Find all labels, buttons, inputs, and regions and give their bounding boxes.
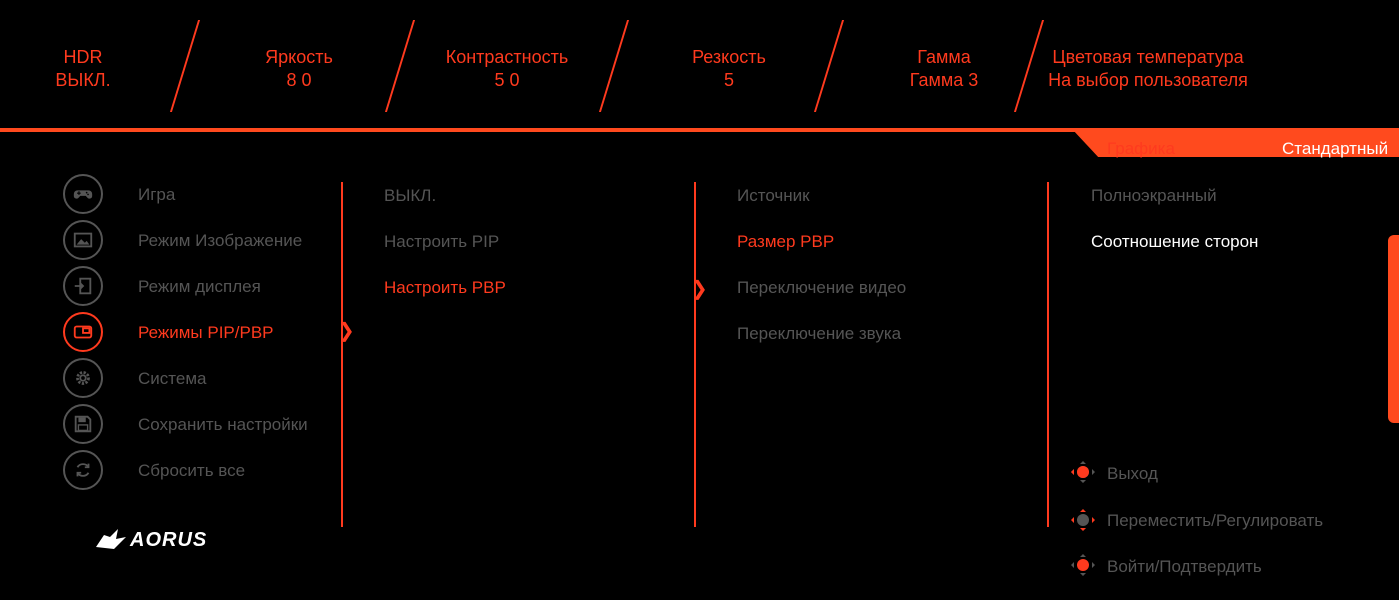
status-value: 8 0 — [286, 70, 312, 90]
option-source[interactable]: Источник — [737, 186, 810, 205]
gear-icon[interactable] — [63, 358, 103, 398]
chevron-right-icon: ❯ — [338, 320, 355, 342]
column-divider-2 — [694, 182, 696, 527]
status-value: 5 0 — [494, 70, 520, 90]
status-value: На выбор пользователя — [1048, 70, 1248, 90]
scrollbar[interactable] — [1388, 235, 1399, 423]
hint-exit: Выход — [1107, 464, 1158, 483]
status-value: Гамма 3 — [909, 70, 979, 90]
option-audio-switch[interactable]: Переключение звука — [737, 324, 902, 343]
status-value: ВЫКЛ. — [55, 70, 111, 90]
svg-text:AORUS: AORUS — [130, 529, 208, 551]
option-pip-setup[interactable]: Настроить PIP — [384, 232, 500, 251]
option-aspect-ratio[interactable]: Соотношение сторон — [1091, 232, 1259, 251]
joystick-exit-icon — [1070, 461, 1096, 483]
status-label: Контрастность — [445, 47, 569, 67]
brightness-status — [199, 46, 399, 92]
status-label: HDR — [63, 47, 103, 67]
picture-icon[interactable] — [63, 220, 103, 260]
menu-item-game[interactable]: Игра — [138, 185, 176, 204]
status-label: Яркость — [265, 47, 333, 67]
reset-icon[interactable] — [63, 450, 103, 490]
floppy-icon[interactable] — [63, 404, 103, 444]
option-pbp-setup[interactable]: Настроить PBP — [384, 278, 506, 297]
menu-item-reset-all[interactable]: Сбросить все — [138, 461, 246, 480]
chevron-right-icon: ❯ — [691, 278, 708, 300]
joystick-enter-icon — [1070, 554, 1096, 576]
display-input-icon[interactable] — [63, 266, 103, 306]
contrast-status — [407, 46, 607, 92]
gamepad-icon[interactable] — [63, 174, 103, 214]
option-off[interactable]: ВЫКЛ. — [384, 186, 437, 205]
column-divider-1 — [341, 182, 343, 527]
sharpness-status — [629, 46, 829, 92]
hint-move-adjust: Переместить/Регулировать — [1107, 511, 1324, 530]
color-temperature-status — [1028, 46, 1268, 92]
option-video-switch[interactable]: Переключение видео — [737, 278, 907, 297]
tab-standard[interactable]: Стандартный — [1282, 139, 1389, 158]
menu-item-picture-mode[interactable]: Режим Изображение — [138, 231, 303, 250]
menu-item-save-settings[interactable]: Сохранить настройки — [138, 415, 308, 434]
tab-graphics[interactable]: Графика — [1107, 139, 1175, 158]
hdr-status — [0, 46, 183, 92]
menu-item-pip-pbp[interactable]: Режимы PIP/PBP — [138, 323, 274, 342]
aorus-logo — [96, 525, 226, 551]
menu-item-display-mode[interactable]: Режим дисплея — [138, 277, 261, 296]
pip-icon[interactable] — [63, 312, 103, 352]
status-label: Цветовая температура — [1052, 47, 1244, 67]
status-value: 5 — [723, 70, 734, 90]
status-label: Гамма — [917, 47, 971, 67]
gamma-status — [844, 46, 1044, 92]
column-divider-3 — [1047, 182, 1049, 527]
hint-enter-confirm: Войти/Подтвердить — [1107, 557, 1262, 576]
menu-item-system[interactable]: Система — [138, 369, 207, 388]
joystick-move-icon — [1070, 509, 1096, 531]
option-pbp-size[interactable]: Размер PBP — [737, 232, 835, 251]
option-fullscreen[interactable]: Полноэкранный — [1091, 186, 1217, 205]
status-label: Резкость — [692, 47, 766, 67]
